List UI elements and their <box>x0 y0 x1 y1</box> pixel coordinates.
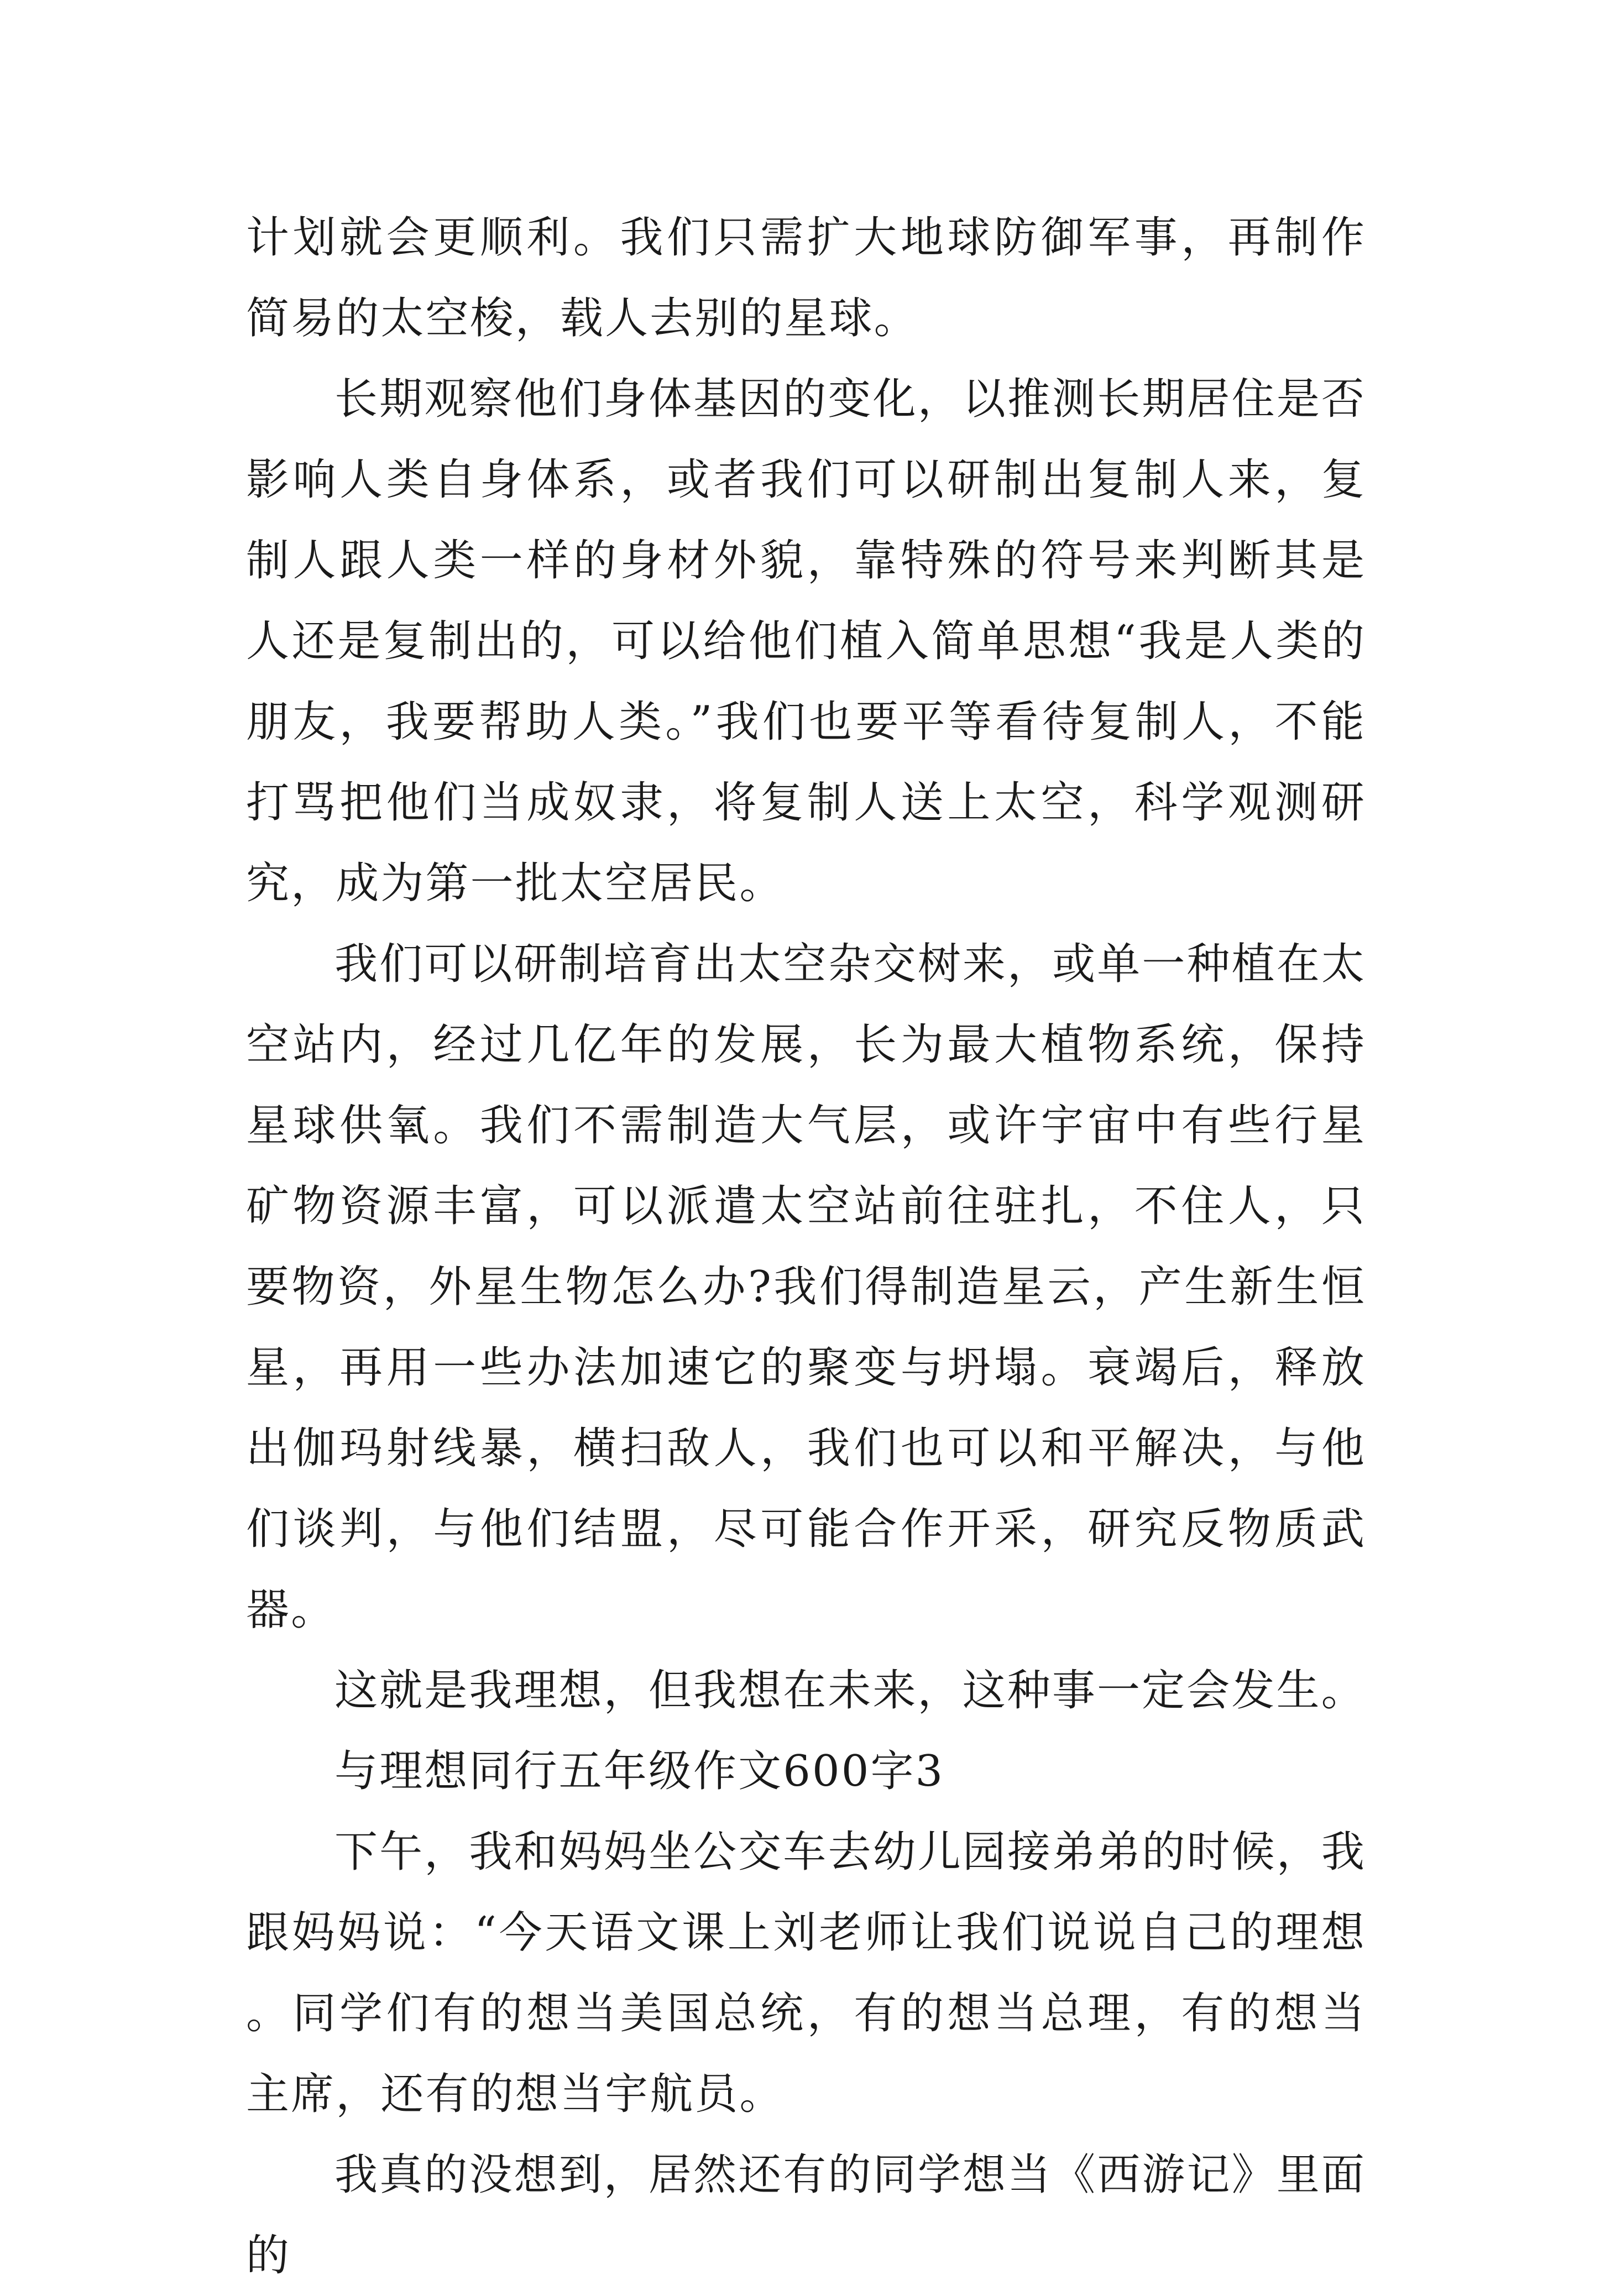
paragraph-afternoon: 下午，我和妈妈坐公交车去幼儿园接弟弟的时候，我跟妈妈说：“今天语文课上刘老师让我们说说自己的理想。同学们有的想当美国总统，有的想当总理，有的想当主席，还有的想当宇航员。 <box>246 1827 1366 2119</box>
paragraph-conclusion: 这就是我理想，但我想在未来，这种事一定会发生。 <box>334 1666 1366 1716</box>
paragraph-clone-humans: 长期观察他们身体基因的变化，以推测长期居住是否影响人类自身体系，或者我们可以研制出复制人来，复制人跟人类一样的身材外貌，靠特殊的符号来判断其是人还是复制出的，可以给他们植入简单思想“我是人类的朋友，我要帮助人类。”我们也要平等看待复制人，不能打骂把他们当成奴隶，将复制人送上太空，科学观测研究，成为第一批太空居民。 <box>246 374 1366 908</box>
paragraph-space-trees: 我们可以研制培育出太空杂交树来，或单一种植在太空站内，经过几亿年的发展，长为最大植物系统，保持星球供氧。我们不需制造大气层，或许宇宙中有些行星矿物资源丰富，可以派遣太空站前往驻扎，不住人，只要物资，外星生物怎么办?我们得制造星云，产生新生恒星，再用一些办法加速它的聚变与坍塌。衰竭后，释放出伽玛射线暴，横扫敌人，我们也可以和平解决，与他们谈判，与他们结盟，尽可能合作开采，研究反物质武器。 <box>246 939 1366 1635</box>
paragraph-continuation: 计划就会更顺利。我们只需扩大地球防御军事，再制作简易的太空梭，载人去别的星球。 <box>246 213 1366 343</box>
paragraph-journey-west: 我真的没想到，居然还有的同学想当《西游记》里面的 <box>246 2150 1366 2281</box>
section-title: 与理想同行五年级作文600字3 <box>334 1746 945 1796</box>
document-body <box>246 197 1366 2296</box>
